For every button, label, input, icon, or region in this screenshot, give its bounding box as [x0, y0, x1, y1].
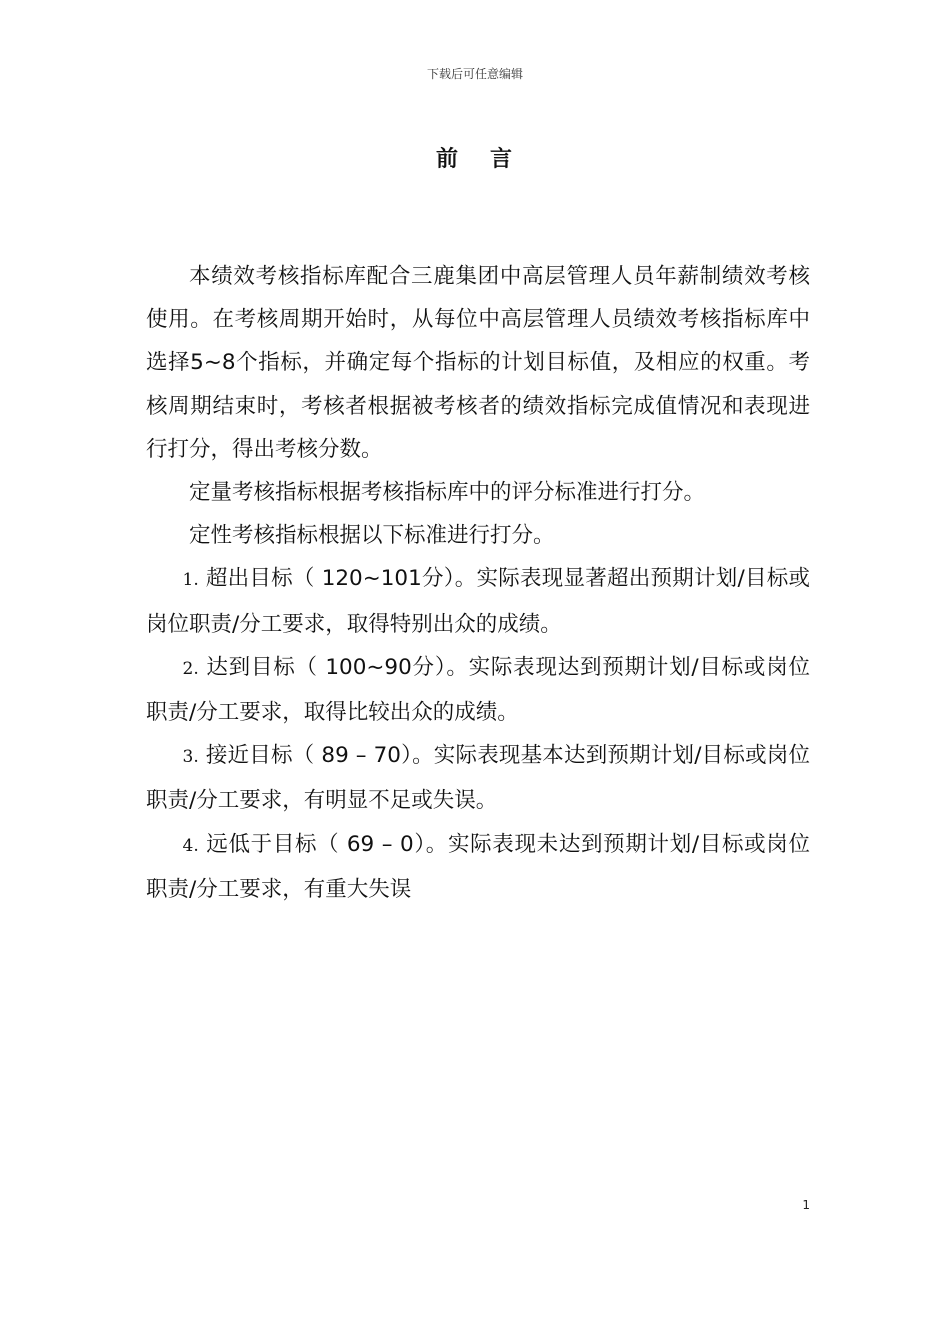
- criterion-text: 超出目标（ 120~101分）。实际表现显著超出预期计划/目标或岗位职责/分工要求，取得特别出众的成绩。: [146, 566, 810, 637]
- criterion-number: 2.: [182, 658, 199, 679]
- criterion-text: 达到目标（ 100~90分）。实际表现达到预期计划/目标或岗位职责/分工要求，取得比较出众的成绩。: [146, 654, 810, 726]
- quantitative-paragraph: 定量考核指标根据考核指标库中的评分标准进行打分。: [189, 480, 706, 506]
- criterion-number: 4.: [182, 835, 199, 856]
- title-char-1: 前: [435, 147, 460, 172]
- document-body: [146, 255, 810, 911]
- qualitative-paragraph: 定性考核指标根据以下标准进行打分。: [189, 523, 555, 549]
- page-title: [0, 145, 950, 175]
- criterion-item: [146, 557, 810, 645]
- page-number: 1: [802, 1198, 810, 1212]
- criterion-number: 1.: [182, 570, 199, 591]
- criterion-text: 接近目标（ 89 – 70）。实际表现基本达到预期计划/目标或岗位职责/分工要求，有明显不足或失误。: [146, 743, 810, 814]
- title-char-2: 言: [490, 147, 515, 172]
- criterion-item: [146, 823, 810, 911]
- criterion-number: 3.: [182, 747, 199, 768]
- criterion-item: [146, 646, 810, 734]
- criterion-item: [146, 734, 810, 822]
- intro-paragraph: 本绩效考核指标库配合三鹿集团中高层管理人员年薪制绩效考核使用。在考核周期开始时，从每位中高层管理人员绩效考核指标库中选择5~8个指标，并确定每个指标的计划目标值，及相应的权重。考核周期结束时，考核者根据被考核者的绩效指标完成值情况和表现进行打分，得出考核分数。: [146, 264, 810, 462]
- criterion-text: 远低于目标（ 69 – 0）。实际表现未达到预期计划/目标或岗位职责/分工要求，有重大失误: [146, 831, 810, 902]
- page-header: 下载后可任意编辑: [426, 67, 523, 81]
